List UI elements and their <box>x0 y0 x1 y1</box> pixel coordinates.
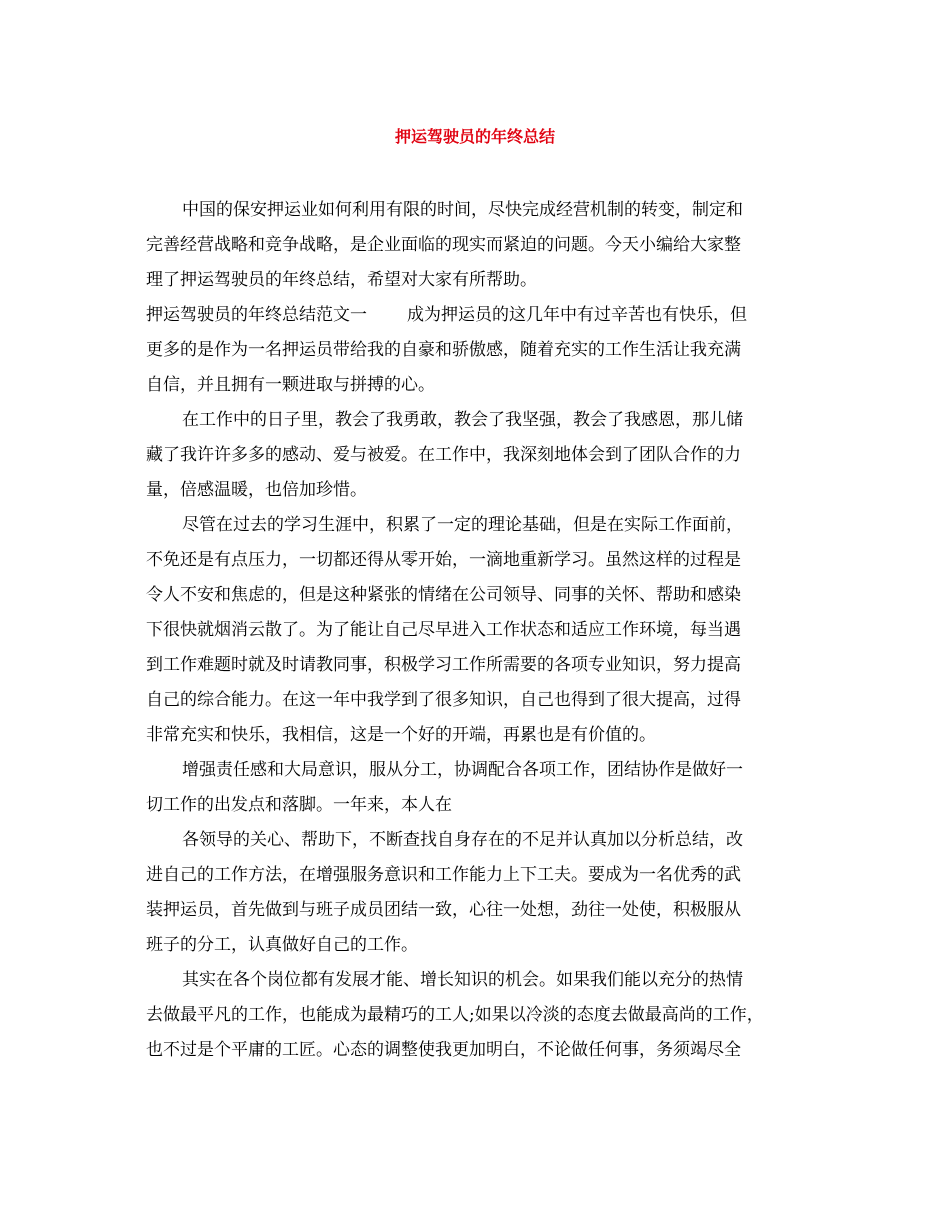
paragraph-line: 理了押运驾驶员的年终总结，希望对大家有所帮助。 <box>146 270 537 290</box>
paragraph-line: 也不过是个平庸的工匠。心态的调整使我更加明白，不论做任何事，务须竭尽全 <box>146 1040 741 1060</box>
paragraph-line: 令人不安和焦虑的，但是这种紧张的情绪在公司领导、同事的关怀、帮助和感染 <box>146 585 741 605</box>
paragraph-line: 自己的综合能力。在这一年中我学到了很多知识，自己也得到了很大提高，过得 <box>146 690 741 710</box>
paragraph-line: 尽管在过去的学习生涯中，积累了一定的理论基础，但是在实际工作面前， <box>182 515 743 535</box>
paragraph-line: 在工作中的日子里，教会了我勇敢，教会了我坚强，教会了我感恩，那儿储 <box>182 410 743 430</box>
paragraph-line: 完善经营战略和竞争战略，是企业面临的现实而紧迫的问题。今天小编给大家整 <box>146 235 741 255</box>
paragraph-text: 成为押运员的这几年中有过辛苦也有快乐，但 <box>407 305 747 325</box>
paragraph-line: 其实在各个岗位都有发展才能、增长知识的机会。如果我们能以充分的热情 <box>182 970 743 990</box>
paragraph-line: 装押运员，首先做到与班子成员团结一致，心往一处想，劲往一处使，积极服从 <box>146 900 741 920</box>
paragraph-line: 切工作的出发点和落脚。一年来，本人在 <box>146 795 452 815</box>
paragraph-line: 增强责任感和大局意识，服从分工，协调配合各项工作，团结协作是做好一 <box>182 760 743 780</box>
paragraph-line: 班子的分工，认真做好自己的工作。 <box>146 935 418 955</box>
document-title: 押运驾驶员的年终总结 <box>394 127 555 146</box>
paragraph-line: 各领导的关心、帮助下，不断查找自身存在的不足并认真加以分析总结，改 <box>182 830 743 850</box>
paragraph-line <box>146 298 806 333</box>
paragraph-line: 非常充实和快乐，我相信，这是一个好的开端，再累也是有价值的。 <box>146 725 656 745</box>
paragraph-line: 到工作难题时就及时请教同事，积极学习工作所需要的各项专业知识，努力提高 <box>146 655 741 675</box>
paragraph-line: 自信，并且拥有一颗进取与拼搏的心。 <box>146 375 435 395</box>
paragraph-line: 去做最平凡的工作，也能成为最精巧的工人;如果以冷淡的态度去做最高尚的工作， <box>146 1005 764 1025</box>
paragraph-line: 更多的是作为一名押运员带给我的自豪和骄傲感，随着充实的工作生活让我充满 <box>146 340 741 360</box>
paragraph-line: 藏了我许许多多的感动、爱与被爱。在工作中，我深刻地体会到了团队合作的力 <box>146 445 741 465</box>
paragraph-line: 下很快就烟消云散了。为了能让自己尽早进入工作状态和适应工作环境，每当遇 <box>146 620 741 640</box>
paragraph-line: 中国的保安押运业如何利用有限的时间，尽快完成经营机制的转变，制定和 <box>182 200 743 220</box>
section-heading: 押运驾驶员的年终总结范文一 <box>146 305 367 325</box>
document-body <box>146 193 806 1068</box>
paragraph-line: 量，倍感温暖，也倍加珍惜。 <box>146 480 367 500</box>
paragraph-line: 不免还是有点压力，一切都还得从零开始，一滴地重新学习。虽然这样的过程是 <box>146 550 741 570</box>
paragraph-line: 进自己的工作方法，在增强服务意识和工作能力上下工夫。要成为一名优秀的武 <box>146 865 741 885</box>
